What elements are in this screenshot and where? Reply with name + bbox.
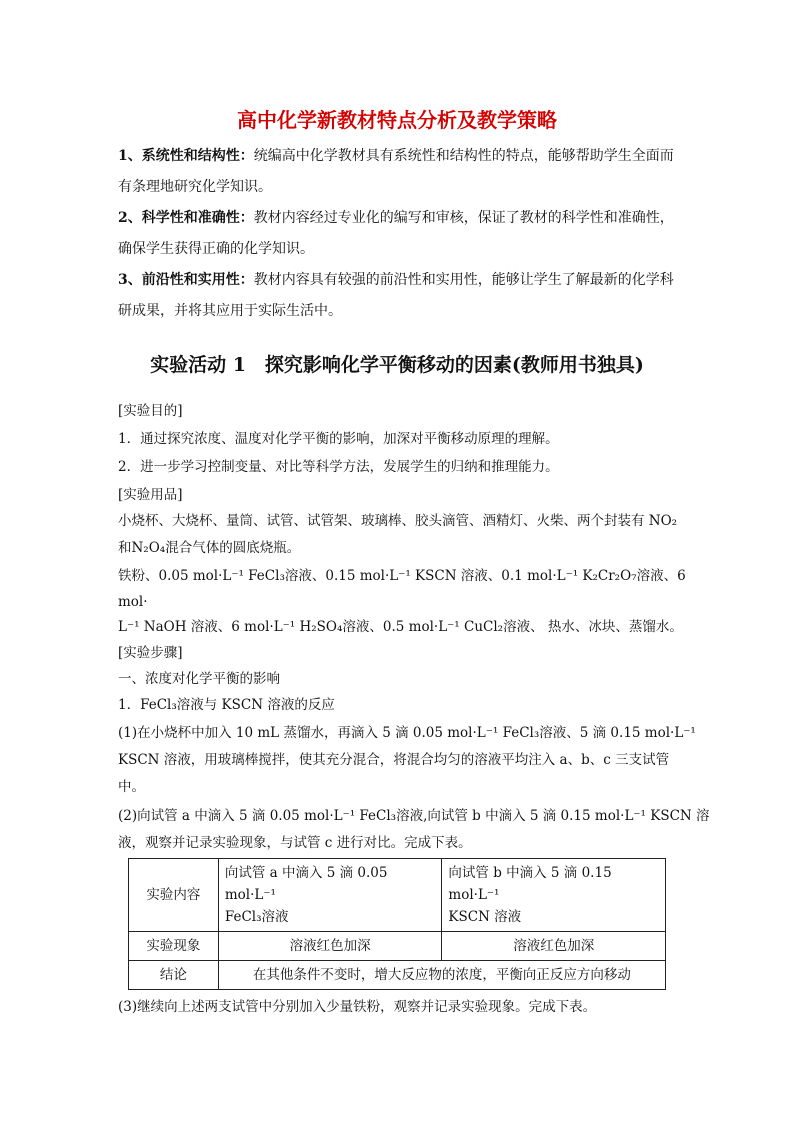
experiment-table — [128, 858, 666, 990]
cell-tube-b-line-2: KSCN 溶液 — [448, 909, 522, 925]
step-3: (3)继续向上述两支试管中分别加入少量铁粉，观察并记录实验现象。完成下表。 — [118, 999, 597, 1015]
row-label-content: 实验内容 — [129, 859, 219, 932]
step-1-line-1: (1)在小烧杯中加入 10 mL 蒸馏水，再滴入 5 滴 0.05 mol·L⁻¹ FeCl₃溶液、5 滴 0.15 mol·L⁻¹ — [118, 725, 696, 741]
cell-tube-b — [442, 859, 666, 932]
feature-1-label: 1、系统性和结构性： — [118, 148, 254, 164]
table-row — [129, 932, 666, 961]
materials-line-5: L⁻¹ NaOH 溶液、6 mol·L⁻¹ H₂SO₄溶液、0.5 mol·L⁻¹ CuCl₂溶液、 热水、冰块、蒸馏水。 — [118, 619, 683, 635]
feature-3-line-1 — [118, 270, 674, 290]
step-1-line-2: KSCN 溶液，用玻璃棒搅拌，使其充分混合，将混合均匀的溶液平均注入 a、b、c 三支试管 — [118, 752, 670, 768]
materials-heading: [实验用品] — [118, 487, 183, 503]
conclusion-value: 在其他条件不变时，增大反应物的浓度，平衡向正反应方向移动 — [218, 961, 665, 990]
cell-tube-b-line-1: 向试管 b 中滴入 5 滴 0.15 mol·L⁻¹ — [448, 865, 612, 903]
step-2-line-1: (2)向试管 a 中滴入 5 滴 0.05 mol·L⁻¹ FeCl₃溶液,向试管 b 中滴入 5 滴 0.15 mol·L⁻¹ KSCN 溶 — [118, 808, 710, 824]
materials-line-1: 小烧杯、大烧杯、量筒、试管、试管架、玻璃棒、胶头滴管、酒精灯、火柴、两个封装有 NO₂ — [118, 513, 678, 529]
cell-tube-a — [218, 859, 442, 932]
materials-line-2: 和N₂O₄混合气体的圆底烧瓶。 — [118, 540, 301, 556]
cell-tube-a-line-1: 向试管 a 中滴入 5 滴 0.05 mol·L⁻¹ — [224, 865, 388, 903]
materials-line-4: mol· — [118, 594, 148, 610]
feature-1-line-1 — [118, 146, 674, 166]
purpose-item-1: 1．通过探究浓度、温度对化学平衡的影响，加深对平衡移动原理的理解。 — [118, 431, 559, 447]
activity-title: 实验活动 1 探究影响化学平衡移动的因素(教师用书独具) — [150, 354, 644, 376]
page-title: 高中化学新教材特点分析及教学策略 — [237, 108, 557, 132]
purpose-item-2: 2．进一步学习控制变量、对比等科学方法，发展学生的归纳和推理能力。 — [118, 459, 559, 475]
table-row — [129, 961, 666, 990]
purpose-heading: [实验目的] — [118, 403, 183, 419]
step-1-line-3: 中。 — [118, 779, 145, 795]
materials-line-3: 铁粉、0.05 mol·L⁻¹ FeCl₃溶液、0.15 mol·L⁻¹ KSCN 溶液、0.1 mol·L⁻¹ K₂Cr₂O₇溶液、6 — [118, 568, 686, 584]
feature-3-line-2: 研成果，并将其应用于实际生活中。 — [118, 303, 342, 319]
cell-tube-a-line-2: FeCl₃溶液 — [224, 909, 289, 925]
phenomenon-a: 溶液红色加深 — [218, 932, 442, 961]
feature-2-line-1 — [118, 208, 674, 228]
feature-2-label: 2、科学性和准确性： — [118, 210, 254, 226]
feature-3-label: 3、前沿性和实用性： — [118, 272, 254, 288]
table-row — [129, 859, 666, 932]
steps-heading: [实验步骤] — [118, 645, 183, 661]
feature-1-text: 统编高中化学教材具有系统性和结构性的特点，能够帮助学生全面而 — [253, 148, 674, 164]
feature-2-text: 教材内容经过专业化的编写和审核，保证了教材的科学性和准确性， — [253, 210, 674, 226]
row-label-conclusion: 结论 — [129, 961, 219, 990]
feature-3-text: 教材内容具有较强的前沿性和实用性，能够让学生了解最新的化学科 — [253, 272, 674, 288]
steps-section: 一、浓度对化学平衡的影响 — [118, 671, 280, 687]
step-2-line-2: 液，观察并记录实验现象，与试管 c 进行对比。完成下表。 — [118, 835, 472, 851]
steps-sub: 1．FeCl₃溶液与 KSCN 溶液的反应 — [118, 697, 335, 713]
feature-2-line-2: 确保学生获得正确的化学知识。 — [118, 241, 314, 257]
row-label-phenomenon: 实验现象 — [129, 932, 219, 961]
feature-1-line-2: 有条理地研究化学知识。 — [118, 179, 272, 195]
phenomenon-b: 溶液红色加深 — [442, 932, 666, 961]
